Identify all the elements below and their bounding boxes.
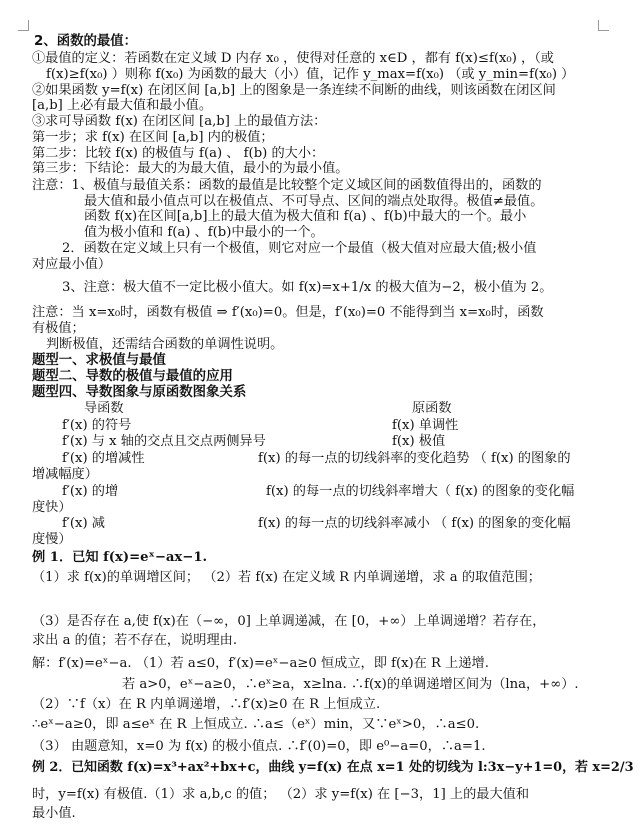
solution-line: 若 a>0，eˣ−a≥0，∴eˣ≥a，x≥lna. ∴f(x)的单调递增区间为（lna，+∞）. bbox=[122, 677, 579, 692]
example-1-title: 例 1．已知 f(x)=eˣ−ax−1. bbox=[32, 550, 208, 565]
heading-type-2: 题型二、导数的极值与最值的应用 bbox=[32, 369, 233, 384]
table-cell: f′(x) 与 x 轴的交点且交点两侧异号 bbox=[62, 434, 266, 449]
text-line: 值为极小值和 f(a) 、f(b)中最小的一个。 bbox=[84, 225, 324, 240]
text-line: ②如果函数 y=f(x) 在闭区间 [a,b] 上的图象是一条连续不间断的曲线，则该函数在闭区间 bbox=[32, 83, 556, 98]
text-line: 对应最小值） bbox=[32, 257, 112, 272]
table-cell: 度慢） bbox=[32, 532, 72, 547]
solution-line: （3） 由题意知，x=0 为 f(x) 的极小值点. ∴f′(0)=0，即 e⁰−a=0，∴a=1. bbox=[32, 739, 486, 754]
table-cell: f′(x) 的增减性 bbox=[62, 451, 145, 466]
table-cell: f′(x) 的符号 bbox=[62, 418, 132, 433]
text-line: 第一步；求 f(x) 在区间 [a,b] 内的极值； bbox=[32, 130, 274, 145]
heading-type-1: 题型一、求极值与最值 bbox=[32, 353, 166, 368]
table-cell: f(x) 单调性 bbox=[392, 418, 459, 433]
text-line: 2．函数在定义域上只有一个极值，则它对应一个最值（极大值对应最大值;极小值 bbox=[62, 241, 537, 256]
table-cell: f(x) 的每一点的切线斜率的变化趋势 （ f(x) 的图象的 bbox=[258, 451, 571, 466]
text-line: 第二步：比较 f(x) 的极值与 f(a) 、 f(b) 的大小： bbox=[32, 146, 325, 161]
text-line: f(x)≥f(x₀) ）则称 f(x₀) 为函数的最大（小）值，记作 y_max=f(x₀) （或 y_min=f(x₀) ） bbox=[46, 67, 575, 82]
solution-line: （2）∵f（x）在 R 内单调递增，∴f′(x)≥0 在 R 上恒成立. bbox=[32, 697, 381, 712]
text-line: 3、注意：极大值不一定比极小值大。如 f(x)=x+1/x 的极大值为−2，极小值为 2。 bbox=[62, 280, 553, 295]
crop-mark-left bbox=[18, 20, 29, 31]
section-title: 2、函数的最值： bbox=[34, 34, 138, 49]
table-cell: f(x) 极值 bbox=[392, 434, 446, 449]
table-cell: f′(x) 的增 bbox=[62, 484, 119, 499]
solution-line: 解：f′(x)=eˣ−a. （1）若 a≤0，f′(x)=eˣ−a≥0 恒成立，即 f(x)在 R 上递增. bbox=[32, 656, 489, 671]
table-cell: f(x) 的每一点的切线斜率减小 （ f(x) 的图象的变化幅 bbox=[258, 516, 571, 531]
text-line: 注意：当 x=x₀时，函数有极值 ⇒ f′(x₀)=0。但是，f′(x₀)=0 不能得到当 x=x₀时，函数 bbox=[32, 305, 544, 320]
table-header-derivative: 导函数 bbox=[84, 401, 124, 416]
text-line: 判断极值，还需结合函数的单调性说明。 bbox=[46, 337, 284, 352]
text-line: 有极值； bbox=[32, 321, 85, 336]
text-line: 第三步：下结论：最大的为最大值，最小的为最小值。 bbox=[32, 161, 349, 176]
text-line: ①最值的定义：若函数在定义域 D 内存 x₀ ，使得对任意的 x∈D ，都有 f(x)≤f(x₀) ，（或 bbox=[32, 51, 554, 66]
solution-line: ∴eˣ−a≥0，即 a≤eˣ 在 R 上恒成立. ∴a≤（eˣ）min，又∵eˣ>0，∴a≤0. bbox=[32, 717, 480, 732]
text-line: 求出 a 的值；若不存在，说明理由. bbox=[32, 633, 238, 648]
text-line: 函数 f(x)在区间[a,b]上的最大值为极大值和 f(a) 、f(b)中最大的一个。最小 bbox=[84, 209, 527, 224]
table-cell: 增减幅度） bbox=[32, 467, 98, 482]
table-header-original: 原函数 bbox=[412, 401, 452, 416]
text-line: （1）求 f(x)的单调增区间； （2）若 f(x) 在定义域 R 内单调递增，求 a 的取值范围； bbox=[32, 570, 541, 585]
heading-type-4: 题型四、导数图象与原函数图象关系 bbox=[32, 385, 247, 400]
crop-mark-right bbox=[598, 20, 609, 31]
text-line: （3）是否存在 a,使 f(x)在（−∞，0] 上单调递减，在 [0，+∞）上单调递增？若存在， bbox=[32, 614, 546, 629]
text-line: 注意：1、极值与最值关系：函数的最值是比较整个定义域区间的函数值得出的，函数的 bbox=[32, 178, 542, 193]
text-line: ③求可导函数 f(x) 在闭区间 [a,b] 上的最值方法： bbox=[32, 114, 327, 129]
table-cell: 度快） bbox=[32, 500, 72, 515]
table-cell: f′(x) 减 bbox=[62, 516, 105, 531]
table-cell: f(x) 的每一点的切线斜率增大（ f(x) 的图象的变化幅 bbox=[266, 484, 575, 499]
text-line: 最大值和最小值点可以在极值点、不可导点、区间的端点处取得。极值≠最值。 bbox=[84, 194, 544, 209]
example-2-title: 例 2．已知函数 f(x)=x³+ax²+bx+c，曲线 y=f(x) 在点 x=1 处的切线为 l:3x−y+1=0，若 x=2/3 bbox=[32, 760, 634, 775]
text-line: 最小值. bbox=[32, 806, 76, 821]
text-line: [a,b] 上必有最大值和最小值。 bbox=[32, 98, 213, 113]
text-line: 时，y=f(x) 有极值.（1）求 a,b,c 的值； （2）求 y=f(x) 在 [−3，1] 上的最大值和 bbox=[32, 787, 530, 802]
